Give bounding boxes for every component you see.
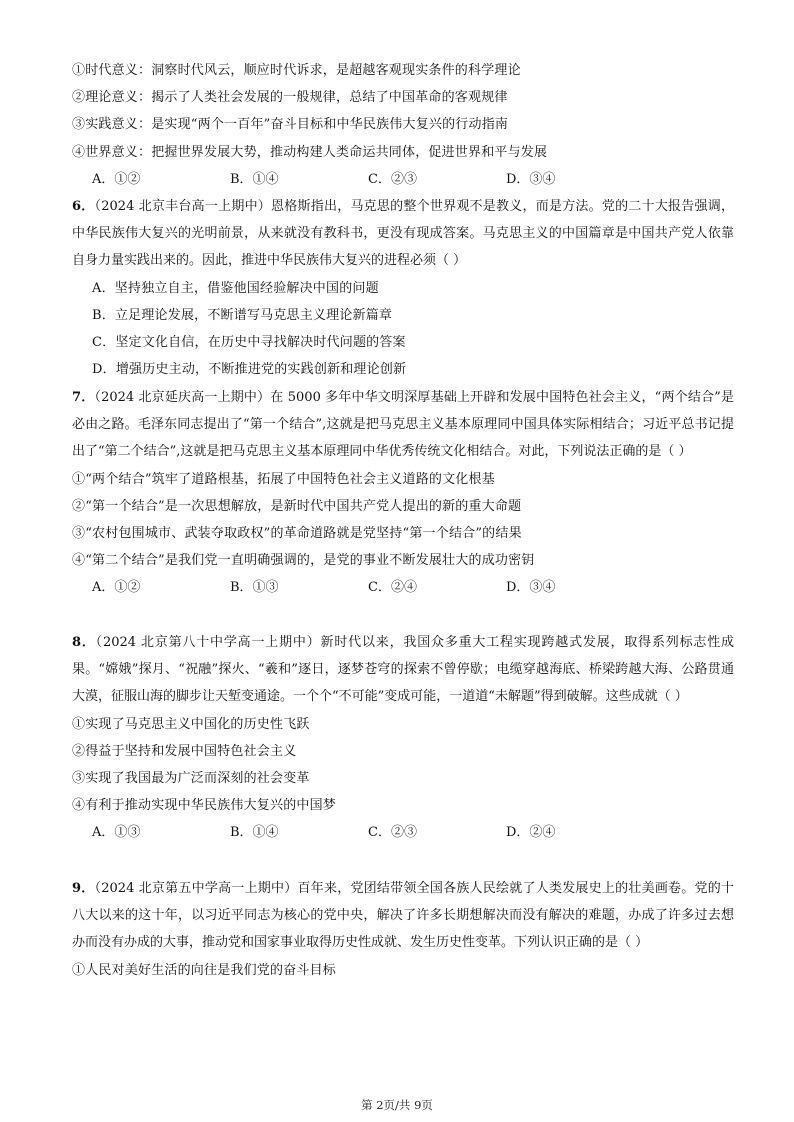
option-d: D．②④ [506, 825, 556, 841]
statement-4: ④世界意义：把握世界发展大势，推动构建人类命运共同体，促进世界和平与发展 [72, 144, 548, 160]
question-stem [72, 875, 734, 957]
statement-3: ③实践意义：是实现“两个一百年”奋斗目标和中华民族伟大复兴的行动指南 [72, 117, 509, 133]
answer-options [72, 574, 734, 601]
option-a: A．①② [92, 580, 141, 596]
question-stem [72, 629, 734, 711]
option-c: C．②④ [368, 580, 417, 596]
question-stem [72, 384, 734, 466]
question-text: （2024 北京第五中学高一上期中）百年来，党团结带领全国各族人民绘就了人类发展史上的壮美画卷。党的十八大以来的这十年，以习近平同志为核心的党中央，解决了许多长期想解决而没有解决的难题，办成了许多过去想办而没有办成的大事，推动党和国家事业取得历史性成就、发生历史性变革。下列认识正确的是（ ） [72, 881, 734, 951]
question-number: 6． [72, 199, 95, 214]
statement-3: ③“农村包围城市、武装夺取政权”的革命道路就是党坚持“第一个结合”的结果 [72, 525, 522, 541]
statement-2: ②得益于坚持和发展中国特色社会主义 [72, 743, 297, 759]
question-text: （2024 北京第八十中学高一上期中）新时代以来，我国众多重大工程实现跨越式发展，取得系列标志性成果。“嫦娥”探月、“祝融”探火、“羲和”逐日，逐梦苍穹的探索不曾停歇；电缆穿越海底、桥梁跨越大海、公路贯通大漠，征服山海的脚步让天堑变通途。一个个“不可能”变成可能，一道道“未解题”得到破解。这些成就（ ） [72, 635, 735, 705]
option-c: C．②③ [368, 825, 417, 841]
question-stem [72, 193, 734, 275]
option-c: C．坚定文化自信，在历史中寻找解决时代问题的答案 [92, 334, 406, 350]
option-a: A．①② [92, 171, 141, 187]
question-9 [72, 875, 734, 984]
option-a: A．①③ [92, 825, 141, 841]
question-text: （2024 北京丰台高一上期中）恩格斯指出，马克思的整个世界观不是教义，而是方法。党的二十大报告强调，中华民族伟大复兴的光明前景，从来就没有教科书，更没有现成答案。马克思主义的中国篇章是中国共产党人依靠自身力量实践出来的。因此，推进中华民族伟大复兴的进程必须（ ） [72, 199, 734, 269]
question-6 [72, 193, 734, 383]
answer-options [72, 819, 734, 846]
option-b: B．立足理论发展，不断谱写马克思主义理论新篇章 [92, 307, 393, 323]
question-number: 9． [72, 881, 95, 896]
statement-3: ③实现了我国最为广泛而深刻的社会变革 [72, 770, 310, 786]
option-b: B．①④ [230, 825, 279, 841]
question-number: 7． [72, 390, 95, 405]
statement-1: ①时代意义：洞察时代风云，顺应时代诉求，是超越客观现实条件的科学理论 [72, 63, 521, 78]
question-text: （2024 北京延庆高一上期中）在 5000 多年中华文明深厚基础上开辟和发展中国特色社会主义，“两个结合”是必由之路。毛泽东同志提出了“第一个结合”,这就是把马克思主义基本原理同中国具体实际相结合；习近平总书记提出了“第二个结合”,这就是把马克思主义基本原理同中华优秀传统文化相结合。对此，下列说法正确的是（ ） [72, 390, 734, 460]
statement-2: ②理论意义：揭示了人类社会发展的一般规律，总结了中国革命的客观规律 [72, 90, 508, 106]
question-number: 8． [72, 635, 96, 650]
question-7 [72, 384, 734, 602]
statement-1: ①“两个结合”筑牢了道路根基，拓展了中国特色社会主义道路的文化根基 [72, 471, 495, 487]
statement-1: ①实现了马克思主义中国化的历史性飞跃 [72, 716, 310, 732]
answer-options [72, 166, 734, 193]
statement-4: ④“第二个结合”是我们党一直明确强调的，是党的事业不断发展壮大的成功密钥 [72, 553, 535, 569]
option-b: B．①③ [230, 580, 279, 596]
statement-1: ①人民对美好生活的向往是我们党的奋斗目标 [72, 962, 337, 978]
question-8 [72, 629, 734, 847]
page-footer: 第 2页/共 9页 [361, 1098, 433, 1112]
statement-4: ④有利于推动实现中华民族伟大复兴的中国梦 [72, 798, 337, 814]
option-d: D．增强历史主动，不断推进党的实践创新和理论创新 [92, 362, 407, 378]
option-a: A．坚持独立自主，借鉴他国经验解决中国的问题 [92, 280, 379, 296]
option-b: B．①④ [230, 171, 279, 187]
statement-2: ②“第一个结合”是一次思想解放，是新时代中国共产党人提出的新的重大命题 [72, 498, 522, 514]
option-d: D．③④ [506, 171, 556, 187]
question-5-tail [72, 57, 734, 193]
option-d: D．③④ [506, 580, 556, 596]
option-c: C．②③ [368, 171, 417, 187]
